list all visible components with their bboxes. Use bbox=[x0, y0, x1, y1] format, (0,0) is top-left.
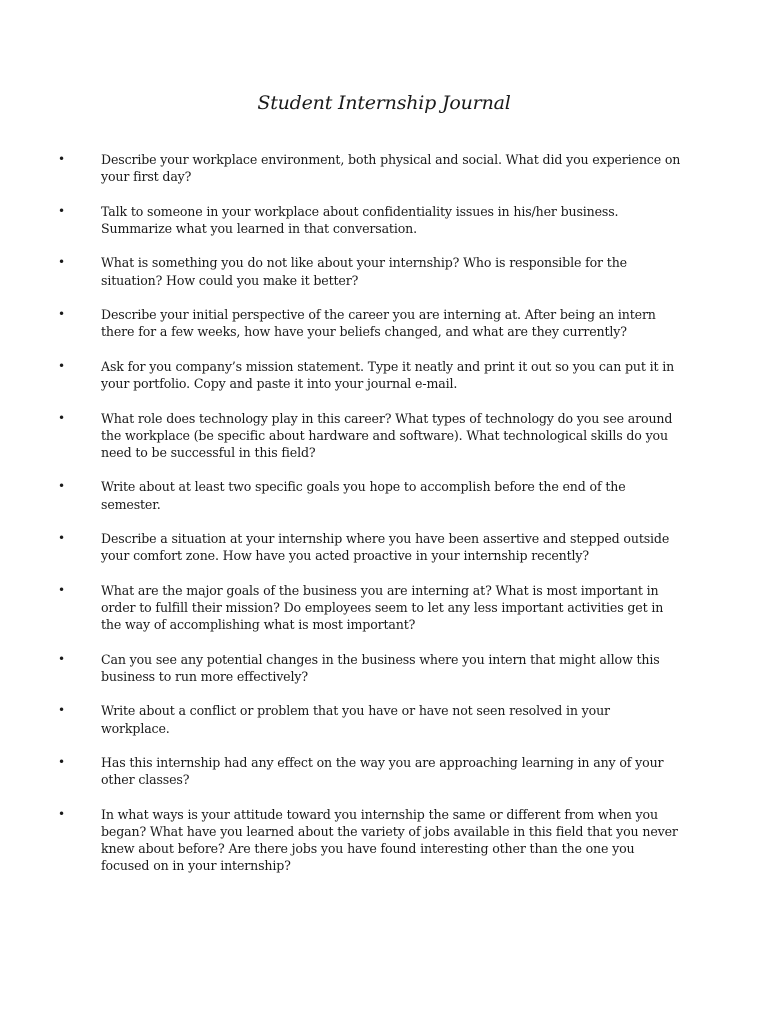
bullet-icon: • bbox=[58, 755, 66, 770]
bullet-icon: • bbox=[58, 203, 66, 218]
question-text: Describe your workplace environment, both physical and social. What did you experience on your first day? bbox=[101, 152, 681, 185]
list-item bbox=[0, 203, 768, 237]
list-item bbox=[0, 754, 768, 788]
bullet-icon: • bbox=[58, 582, 66, 597]
bullet-icon: • bbox=[58, 255, 66, 270]
question-text: Can you see any potential changes in the business where you intern that might allow this business to run more effectively? bbox=[101, 651, 660, 684]
question-text: Write about a conflict or problem that you have or have not seen resolved in your workplace. bbox=[101, 703, 610, 736]
list-item bbox=[0, 358, 768, 392]
page-title: Student Internship Journal bbox=[257, 92, 511, 114]
bullet-icon: • bbox=[58, 358, 66, 373]
bullet-icon: • bbox=[58, 410, 66, 425]
question-text: What are the major goals of the business you are interning at? What is most important in order to fulfill their mission? Do employees seem to let any less important activities get in the way of accomplishing what is most important? bbox=[101, 582, 664, 633]
bullet-icon: • bbox=[58, 531, 66, 546]
bullet-icon: • bbox=[58, 806, 66, 821]
list-item bbox=[0, 254, 768, 288]
list-item bbox=[0, 582, 768, 634]
list-item bbox=[0, 651, 768, 685]
list-item bbox=[0, 306, 768, 340]
bullet-icon: • bbox=[58, 703, 66, 718]
list-item bbox=[0, 410, 768, 462]
list-item bbox=[0, 806, 768, 875]
list-item bbox=[0, 151, 768, 185]
bullet-icon: • bbox=[58, 307, 66, 322]
question-text: What is something you do not like about your internship? Who is responsible for the situation? How could you make it better? bbox=[101, 255, 627, 288]
question-text: Describe your initial perspective of the career you are interning at. After being an intern there for a few weeks, how have your beliefs changed, and what are they currently? bbox=[101, 307, 656, 340]
list-item bbox=[0, 702, 768, 736]
list-item bbox=[0, 478, 768, 512]
question-text: Has this internship had any effect on the way you are approaching learning in any of your other classes? bbox=[101, 755, 664, 788]
question-text: Describe a situation at your internship where you have been assertive and stepped outside your comfort zone. How have you acted proactive in your internship recently? bbox=[101, 531, 670, 564]
question-text: Ask for you company’s mission statement. Type it neatly and print it out so you can put it in your portfolio. Copy and paste it into your journal e-mail. bbox=[101, 358, 675, 392]
question-list bbox=[0, 151, 768, 892]
question-text: Talk to someone in your workplace about confidentiality issues in his/her business. Summarize what you learned in that conversation. bbox=[101, 203, 619, 236]
question-text: What role does technology play in this career? What types of technology do you see around the workplace (be specific about hardware and software). What technological skills do you need to be successful in this field? bbox=[101, 410, 673, 460]
bullet-icon: • bbox=[58, 152, 66, 166]
question-text: Write about at least two specific goals you hope to accomplish before the end of the semester. bbox=[101, 479, 626, 512]
bullet-icon: • bbox=[58, 479, 66, 494]
question-text: In what ways is your attitude toward you internship the same or different from when you began? What have you learned about the variety of jobs available in this field that you never knew about before? Are there jobs you have found interesting other than the one you focused on in your internship? bbox=[101, 806, 678, 874]
bullet-icon: • bbox=[58, 651, 66, 666]
list-item bbox=[0, 530, 768, 564]
